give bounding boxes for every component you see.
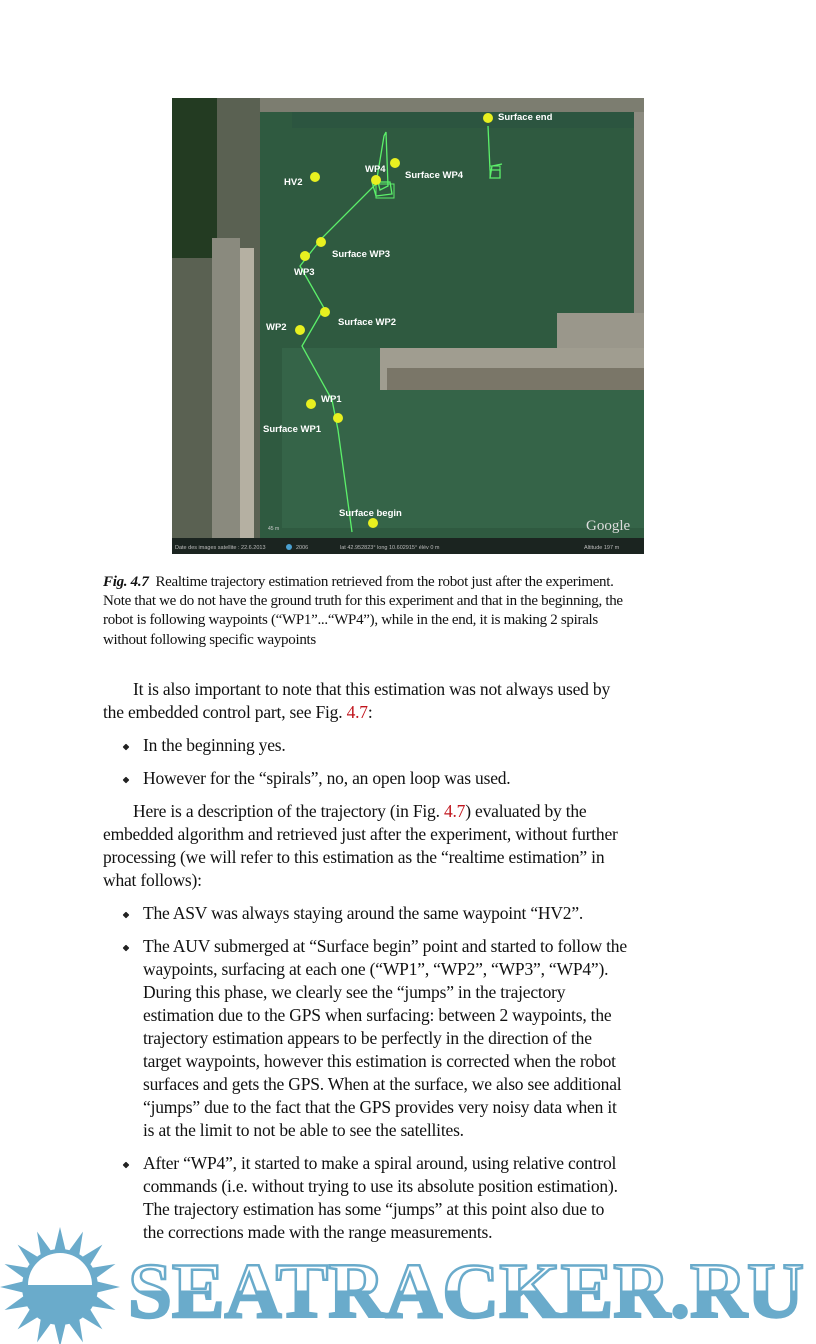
paragraph-line: processing (we will refer to this estimation as the “realtime estimation” in bbox=[103, 847, 605, 867]
caption-line: robot is following waypoints (“WP1”...“WP4”), while in the end, it is making 2 spirals bbox=[103, 612, 598, 629]
paragraph-line: It is also important to note that this estimation was not always used by bbox=[133, 679, 610, 699]
bullet-item: However for the “spirals”, no, an open loop was used. bbox=[103, 767, 723, 790]
paragraph-line: what follows): bbox=[103, 870, 202, 890]
bullet-item: The ASV was always staying around the same waypoint “HV2”. bbox=[103, 902, 723, 925]
map-scale: 45 m bbox=[268, 526, 280, 532]
label-surface-wp4: Surface WP4 bbox=[405, 170, 464, 181]
caption-line: Realtime trajectory estimation retrieved from the robot just after the experiment. bbox=[155, 574, 614, 590]
caption-line: without following specific waypoints bbox=[103, 631, 316, 648]
figure-reference-link[interactable]: 4.7 bbox=[443, 801, 466, 821]
bullet-icon bbox=[123, 1162, 130, 1169]
bullet-icon bbox=[123, 945, 130, 952]
coordinates-readout: lat 42.952823° long 10.602915° élév 0 m bbox=[340, 545, 440, 551]
figure-reference-link[interactable]: 4.7 bbox=[346, 702, 368, 722]
label-surface-wp3: Surface WP3 bbox=[332, 249, 391, 260]
bullet-item: After “WP4”, it started to make a spiral around, using relative control commands (i.e. without trying to use its absolute position estimation). The trajectory estimation has some “jumps” at this point also due to the corrections made with the range measurements. bbox=[103, 1152, 723, 1244]
figure-number: Fig. 4.7 bbox=[103, 574, 149, 590]
label-surface-wp1: Surface WP1 bbox=[263, 424, 322, 435]
paragraph-line: the embedded control part, see Fig. 4.7: bbox=[103, 702, 373, 722]
label-wp1: WP1 bbox=[321, 394, 342, 405]
satellite-trajectory-map bbox=[172, 98, 644, 554]
land-top bbox=[260, 98, 644, 112]
bullet-item: In the beginning yes. bbox=[103, 734, 723, 757]
bullet-icon bbox=[123, 777, 130, 784]
label-surface-begin: Surface begin bbox=[339, 508, 402, 519]
bullet-item: The AUV submerged at “Surface begin” point and started to follow the waypoints, surfacing at each one (“WP1”, “WP2”, “WP3”, “WP4”). During this phase, we clearly see the “jumps” in the trajectory estimation due to the GPS when surfacing: between 2 waypoints, the trajectory estimation appears to be perfectly in the direction of the target waypoints, however this estimation is corrected when the robot surfaces and gets the GPS. When at the surface, we also see additional “jumps” due to the fact that the GPS provides very noisy data when it is at the limit to not be able to see the satellites. bbox=[103, 935, 723, 1142]
bullet-icon bbox=[123, 912, 130, 919]
label-hv2: HV2 bbox=[284, 177, 303, 188]
bullet-icon bbox=[123, 744, 130, 751]
paragraph-line: Here is a description of the trajectory (in Fig. 4.7) evaluated by the bbox=[133, 801, 587, 821]
body-text bbox=[103, 678, 723, 1244]
caption-line: Note that we do not have the ground truth for this experiment and that in the beginning, the bbox=[103, 593, 623, 610]
altitude-readout: Altitude 197 m bbox=[584, 545, 620, 551]
imagery-date: Date des images satellite : 22.6.2013 bbox=[175, 545, 266, 551]
label-surface-wp2: Surface WP2 bbox=[338, 317, 397, 328]
google-logo: Google bbox=[586, 518, 631, 534]
watermark-text: SEATRACKER.RU bbox=[128, 1247, 804, 1334]
seatracker-watermark bbox=[0, 1225, 816, 1344]
label-wp4: WP4 bbox=[365, 164, 386, 175]
sun-logo-icon bbox=[0, 1227, 120, 1344]
imagery-year: 2006 bbox=[296, 545, 309, 551]
label-wp3: WP3 bbox=[294, 267, 315, 278]
label-wp2: WP2 bbox=[266, 322, 287, 333]
figure-caption bbox=[103, 573, 723, 650]
paragraph-line: embedded algorithm and retrieved just after the experiment, without further bbox=[103, 824, 618, 844]
label-surface-end: Surface end bbox=[498, 112, 553, 123]
land-right bbox=[634, 112, 644, 322]
